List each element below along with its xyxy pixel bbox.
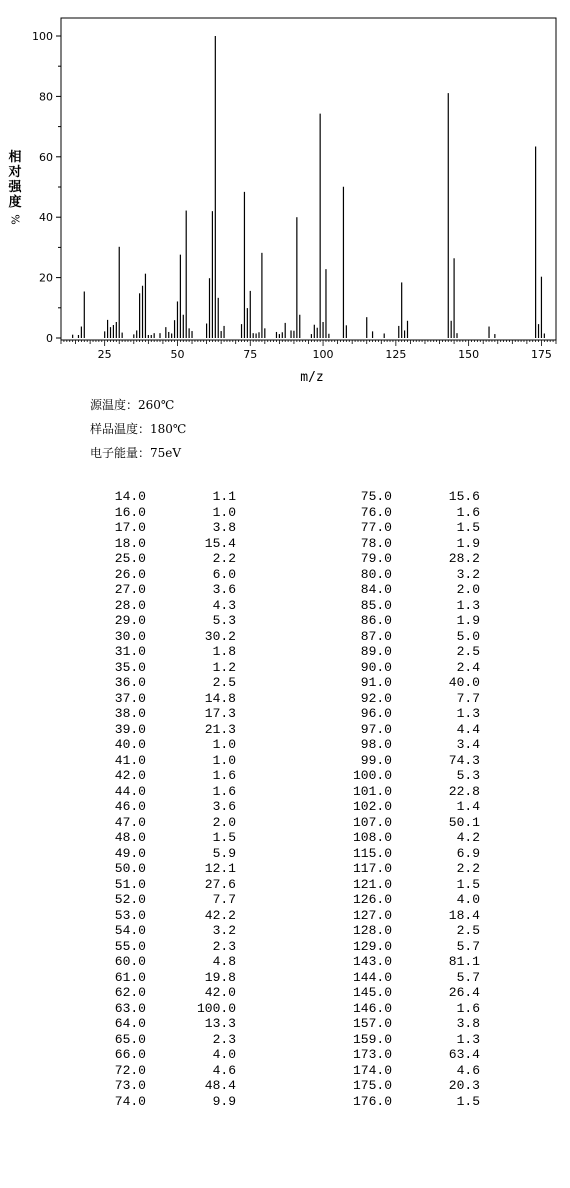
x-axis-label: m/z [300, 370, 324, 385]
mz-value: 29.0 [114, 613, 146, 628]
mz-value: 89.0 [360, 644, 392, 659]
intensity-value: 3.2 [212, 923, 236, 938]
intensity-value: 21.3 [204, 721, 236, 737]
mz-value: 37.0 [114, 690, 146, 706]
sample-temperature: 样品温度：180℃ [90, 422, 187, 436]
mz-value: 159.0 [352, 1031, 392, 1047]
intensity-value: 12.1 [204, 861, 236, 876]
intensity-value: 1.4 [456, 799, 480, 814]
x-tick-label: 100 [312, 348, 334, 361]
mz-value: 98.0 [360, 737, 392, 752]
mz-value: 40.0 [114, 737, 146, 752]
mz-value: 73.0 [114, 1078, 146, 1093]
mz-value: 90.0 [360, 659, 392, 675]
mz-value: 16.0 [114, 504, 146, 520]
intensity-value: 4.6 [456, 1062, 480, 1078]
intensity-value: 1.5 [456, 1093, 480, 1109]
intensity-value: 42.2 [204, 907, 236, 923]
intensity-value: 4.0 [456, 892, 480, 907]
intensity-value: 7.7 [212, 892, 236, 907]
mz-value: 61.0 [114, 969, 146, 985]
intensity-value: 1.9 [456, 535, 480, 551]
mz-value: 174.0 [352, 1062, 392, 1078]
intensity-value: 2.2 [212, 551, 236, 566]
intensity-value: 1.0 [212, 504, 236, 520]
mz-value: 128.0 [352, 923, 392, 938]
mz-value: 85.0 [360, 597, 392, 613]
intensity-value: 40.0 [448, 675, 480, 690]
intensity-value: 1.0 [212, 752, 236, 768]
intensity-value: 1.6 [212, 783, 236, 799]
intensity-value: 2.5 [456, 644, 480, 659]
intensity-value: 2.0 [456, 582, 480, 597]
mz-value: 126.0 [352, 892, 392, 907]
mz-value: 30.0 [114, 628, 146, 644]
intensity-value: 1.3 [456, 706, 480, 721]
intensity-value: 3.8 [456, 1016, 480, 1031]
x-tick-label: 175 [530, 348, 552, 361]
mz-value: 91.0 [360, 675, 392, 690]
intensity-value: 4.3 [212, 597, 236, 613]
intensity-value: 5.3 [456, 768, 480, 783]
mz-value: 144.0 [352, 969, 392, 985]
mz-value: 146.0 [352, 1000, 392, 1016]
mz-value: 121.0 [352, 876, 392, 892]
mz-value: 14.0 [114, 489, 146, 504]
x-tick-label: 25 [97, 348, 112, 361]
x-tick-label: 50 [170, 348, 185, 361]
mz-value: 46.0 [114, 799, 146, 814]
mz-value: 102.0 [352, 799, 392, 814]
y-tick-label: 100 [32, 30, 53, 43]
intensity-value: 2.5 [212, 675, 236, 690]
intensity-value: 3.4 [456, 737, 480, 752]
mz-value: 54.0 [114, 923, 146, 938]
mz-value: 65.0 [114, 1031, 146, 1047]
intensity-value: 5.3 [212, 613, 236, 628]
mz-value: 117.0 [352, 861, 392, 876]
intensity-value: 3.8 [212, 520, 236, 535]
y-tick-label: 80 [39, 90, 53, 104]
mz-value: 41.0 [114, 752, 146, 768]
intensity-value: 17.3 [204, 706, 236, 721]
mz-value: 115.0 [352, 845, 392, 861]
y-axis-unit: % [8, 214, 22, 225]
mz-value: 176.0 [352, 1093, 392, 1109]
mass-spectrum-chart [0, 0, 570, 400]
intensity-value: 20.3 [448, 1078, 480, 1093]
mz-value: 74.0 [114, 1093, 146, 1109]
mz-value: 96.0 [360, 706, 392, 721]
intensity-value: 1.2 [212, 659, 236, 675]
mz-value: 18.0 [114, 535, 146, 551]
mz-value: 25.0 [114, 551, 146, 566]
y-axis-label-text: 相 对 强 度 [8, 150, 22, 210]
mz-value: 48.0 [114, 830, 146, 845]
intensity-value: 2.4 [456, 659, 480, 675]
intensity-value: 2.5 [456, 923, 480, 938]
intensity-value: 13.3 [204, 1016, 236, 1031]
intensity-value: 5.7 [456, 969, 480, 985]
axis-ticks [32, 30, 556, 361]
mz-value: 52.0 [114, 892, 146, 907]
mz-value: 55.0 [114, 938, 146, 954]
mz-value: 49.0 [114, 845, 146, 861]
mz-value: 80.0 [360, 566, 392, 582]
intensity-value: 4.0 [212, 1047, 236, 1062]
intensity-value: 19.8 [204, 969, 236, 985]
mz-value: 44.0 [114, 783, 146, 799]
intensity-value: 6.9 [456, 845, 480, 861]
intensity-value: 1.0 [212, 737, 236, 752]
mz-value: 60.0 [114, 954, 146, 969]
intensity-value: 5.0 [456, 628, 480, 644]
intensity-value: 2.2 [456, 861, 480, 876]
intensity-value: 1.9 [456, 613, 480, 628]
intensity-value: 14.8 [204, 690, 236, 706]
intensity-value: 6.0 [212, 566, 236, 582]
intensity-value: 4.2 [456, 830, 480, 845]
intensity-value: 100.0 [196, 1000, 236, 1016]
y-tick-label: 20 [39, 271, 53, 285]
mz-value: 38.0 [114, 706, 146, 721]
mz-value: 17.0 [114, 520, 146, 535]
intensity-value: 1.5 [456, 520, 480, 535]
mz-value: 53.0 [114, 907, 146, 923]
mz-value: 66.0 [114, 1047, 146, 1062]
mz-value: 100.0 [352, 768, 392, 783]
y-tick-label: 40 [39, 211, 53, 225]
intensity-value: 1.6 [456, 504, 480, 520]
intensity-value: 4.8 [212, 954, 236, 969]
mz-value: 97.0 [360, 721, 392, 737]
mz-value: 101.0 [352, 783, 392, 799]
intensity-value: 18.4 [448, 907, 480, 923]
mz-value: 84.0 [360, 582, 392, 597]
mz-value: 108.0 [352, 830, 392, 845]
intensity-value: 1.8 [212, 644, 236, 659]
mz-value: 77.0 [360, 520, 392, 535]
mz-value: 107.0 [352, 814, 392, 830]
mz-value: 145.0 [352, 985, 392, 1000]
mz-value: 79.0 [360, 551, 392, 566]
mz-value: 127.0 [352, 907, 392, 923]
intensity-value: 1.3 [456, 1031, 480, 1047]
intensity-value: 28.2 [448, 551, 480, 566]
intensity-value: 1.5 [212, 830, 236, 845]
mz-value: 99.0 [360, 752, 392, 768]
intensity-value: 2.0 [212, 814, 236, 830]
y-tick-label: 60 [39, 150, 53, 164]
mz-value: 175.0 [352, 1078, 392, 1093]
mz-value: 51.0 [114, 876, 146, 892]
mz-value: 75.0 [360, 489, 392, 504]
mz-value: 62.0 [114, 985, 146, 1000]
mz-value: 157.0 [352, 1016, 392, 1031]
intensity-value: 15.6 [448, 489, 480, 504]
mz-value: 86.0 [360, 613, 392, 628]
electron-energy: 电子能量：75eV [90, 446, 182, 460]
mz-value: 76.0 [360, 504, 392, 520]
x-tick-label: 150 [458, 348, 480, 361]
mz-value: 92.0 [360, 690, 392, 706]
intensity-value: 27.6 [204, 876, 236, 892]
intensity-value: 50.1 [448, 814, 480, 830]
mz-value: 42.0 [114, 768, 146, 783]
intensity-value: 9.9 [212, 1093, 236, 1109]
intensity-value: 3.6 [212, 799, 236, 814]
x-tick-label: 125 [385, 348, 407, 361]
plot-frame [61, 18, 556, 340]
mz-value: 64.0 [114, 1016, 146, 1031]
mz-value: 36.0 [114, 675, 146, 690]
intensity-value: 48.4 [204, 1078, 236, 1093]
intensity-value: 1.6 [456, 1000, 480, 1016]
source-temperature: 源温度：260℃ [90, 398, 175, 412]
mz-value: 26.0 [114, 566, 146, 582]
intensity-value: 26.4 [448, 985, 480, 1000]
y-tick-label: 0 [46, 332, 53, 345]
mz-value: 129.0 [352, 938, 392, 954]
x-tick-label: 75 [243, 348, 258, 361]
intensity-value: 3.6 [212, 582, 236, 597]
intensity-value: 4.4 [456, 721, 480, 737]
mz-value: 27.0 [114, 582, 146, 597]
spectrum-bars [73, 36, 545, 338]
intensity-value: 3.2 [456, 566, 480, 582]
intensity-value: 1.5 [456, 876, 480, 892]
y-axis-label [6, 150, 24, 227]
mz-value: 63.0 [114, 1000, 146, 1016]
intensity-value: 63.4 [448, 1047, 480, 1062]
intensity-value: 74.3 [448, 752, 480, 768]
intensity-value: 1.3 [456, 597, 480, 613]
intensity-value: 1.1 [212, 489, 236, 504]
mz-value: 87.0 [360, 628, 392, 644]
mz-value: 28.0 [114, 597, 146, 613]
mz-value: 72.0 [114, 1062, 146, 1078]
intensity-value: 81.1 [448, 954, 480, 969]
intensity-value: 1.6 [212, 768, 236, 783]
mz-value: 173.0 [352, 1047, 392, 1062]
intensity-value: 7.7 [456, 690, 480, 706]
mz-value: 31.0 [114, 644, 146, 659]
intensity-value: 5.9 [212, 845, 236, 861]
mz-value: 143.0 [352, 954, 392, 969]
intensity-value: 42.0 [204, 985, 236, 1000]
acquisition-conditions [90, 393, 186, 465]
mz-value: 78.0 [360, 535, 392, 551]
intensity-value: 22.8 [448, 783, 480, 799]
intensity-value: 5.7 [456, 938, 480, 954]
mz-value: 50.0 [114, 861, 146, 876]
intensity-value: 2.3 [212, 1031, 236, 1047]
mz-value: 39.0 [114, 721, 146, 737]
intensity-value: 4.6 [212, 1062, 236, 1078]
mz-value: 35.0 [114, 659, 146, 675]
intensity-value: 30.2 [204, 628, 236, 644]
mz-value: 47.0 [114, 814, 146, 830]
intensity-value: 15.4 [204, 535, 236, 551]
intensity-value: 2.3 [212, 938, 236, 954]
